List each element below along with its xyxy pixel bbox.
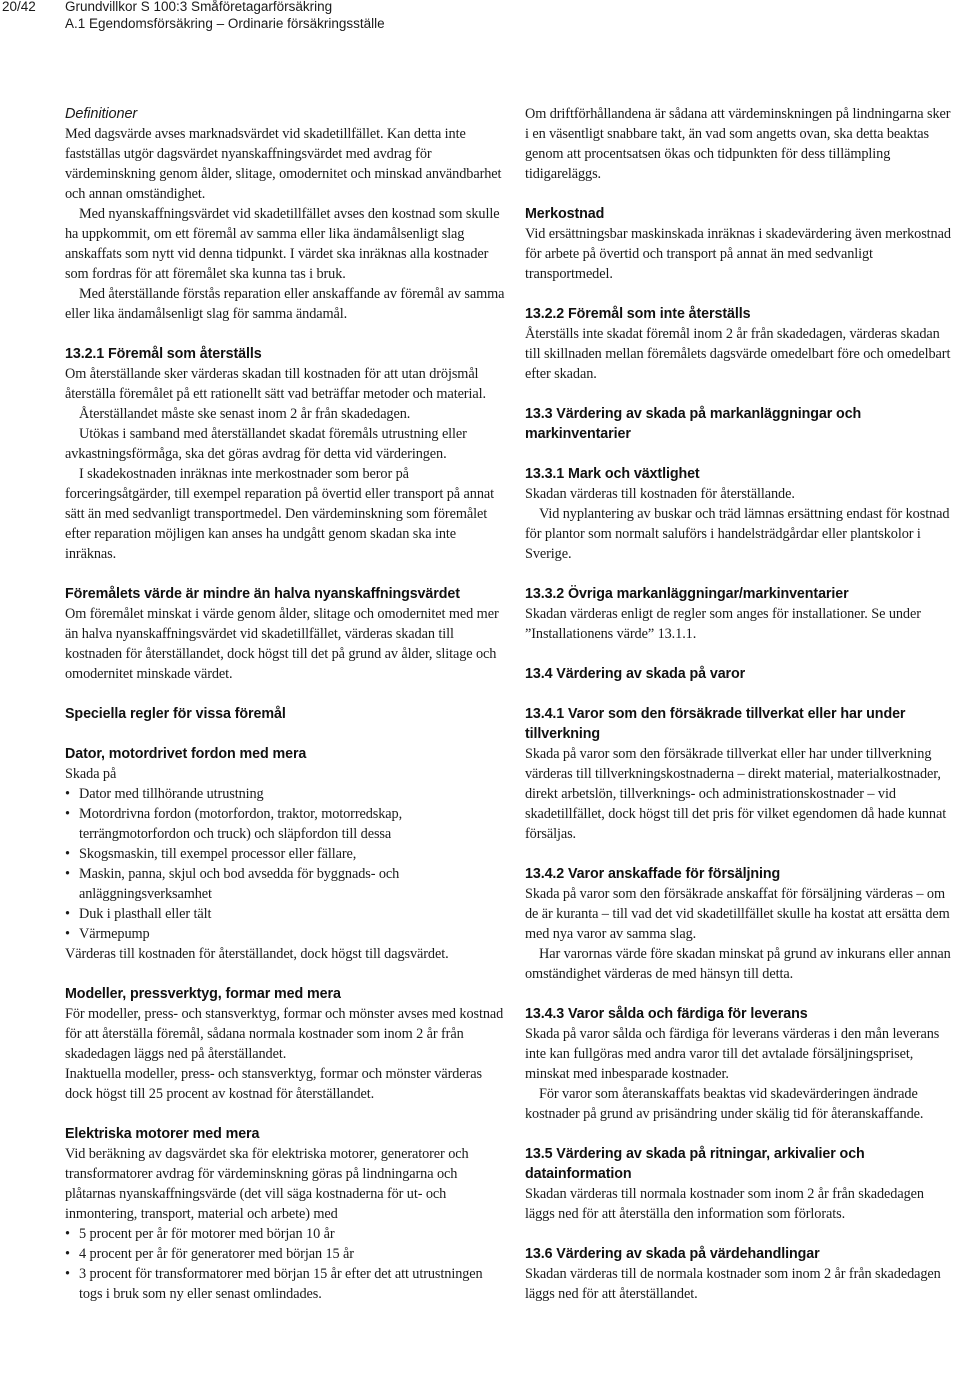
- section-heading-13-4: 13.4 Värdering av skada på varor: [525, 666, 746, 682]
- paragraph: För varor som återanskaffats beaktas vid skadevärderingen ändrade kostnader på grund av prisändring under skälig tid för återanskaffande.: [525, 1086, 924, 1122]
- section-heading-13-2-1: 13.2.1 Föremål som återställs: [65, 346, 262, 362]
- paragraph: Skadan värderas till kostnaden för återställande.: [525, 486, 795, 502]
- section-heading-13-4-3: 13.4.3 Varor sålda och färdiga för leverans: [525, 1006, 808, 1022]
- paragraph: Återställs inte skadat föremål inom 2 år från skadedagen, värderas skadan till skillnaden mellan föremålets dagsvärde omedelbart före och omedelbart efter skadan.: [525, 326, 951, 382]
- paragraph: Med nyanskaffningsvärdet vid skadetillfället avses den kostnad som skulle ha uppkommit, om ett föremål av samma eller lika ändamålsenligt slag anskaffats som nytt vid denna tidpunkt. I värdet ska inräknas alla kostnader som fordras för att föremålet ska kunna tas i bruk.: [65, 206, 500, 282]
- section-heading-13-3-2: 13.3.2 Övriga markanläggningar/markinventarier: [525, 586, 849, 602]
- list-item: • 4 procent per år för generatorer med början 15 år: [65, 1244, 505, 1264]
- page-header: [0, 0, 960, 40]
- left-column: [65, 104, 505, 1304]
- paragraph: Inaktuella modeller, press- och stansverktyg, formar och mönster värderas dock högst till 25 procent av kostnad för återställandet.: [65, 1066, 482, 1102]
- list-item: • Maskin, panna, skjul och bod avsedda för byggnads- och anläggningsverksamhet: [65, 864, 505, 904]
- paragraph: Vid nyplantering av buskar och träd lämnas ersättning endast för kostnad för plantor som normalt saluförs i handelsträdgårdar eller plantskolor i Sverige.: [525, 506, 950, 562]
- paragraph: Skada på varor som den försäkrade tillverkat eller har under tillverkning värderas till tillverkningskostnaderna – direkt material, materialkostnader, direkt arbetslön, tillverknings- och administrationskostnader – vid skadetillfället, dock högst till det pris för vilket egendomen då hade kunnat försäljas.: [525, 746, 947, 842]
- paragraph: Vid ersättningsbar maskinskada inräknas i skadevärdering även merkostnad för arbete på övertid och transport på annat än med sedvanligt transportmedel.: [525, 226, 951, 282]
- paragraph: Med dagsvärde avses marknadsvärdet vid skadetillfället. Kan detta inte fastställas utgör dagsvärdet nyanskaffningsvärdet med avdrag för värdeminskning genom ålder, slitage, omodernitet och minskad användbarhet och annan omständighet.: [65, 126, 502, 202]
- list-item: • Duk i plasthall eller tält: [65, 904, 505, 924]
- paragraph: Skadan värderas till normala kostnader som inom 2 år från skadedagen läggs ned för att återställa den information som förlorats.: [525, 1186, 924, 1222]
- subsection-heading: Elektriska motorer med mera: [65, 1126, 260, 1142]
- paragraph: Om föremålet minskat i värde genom ålder, slitage och omodernitet med mer än halva nyanskaffningsvärdet vid skadetillfället, värderas skadan till kostnaden för återställandet, dock högst till det på grund av ålder, slitage och omodernitet minskade värdet.: [65, 606, 499, 682]
- section-title: A.1 Egendomsförsäkring – Ordinarie försäkringsställe: [65, 16, 385, 31]
- paragraph: Skadan värderas till de normala kostnader som inom 2 år från skadedagen läggs ned för att återställandet.: [525, 1266, 941, 1302]
- paragraph: För modeller, press- och stansverktyg, formar och mönster avses med kostnad för att återställa föremål, sådana normala kostnader som inom 2 år från skadedagen läggs ned på återställandet.: [65, 1006, 504, 1062]
- subsection-heading: Föremålets värde är mindre än halva nyanskaffningsvärdet: [65, 586, 460, 602]
- section-heading-13-2-2: 13.2.2 Föremål som inte återställs: [525, 306, 751, 322]
- paragraph: Med återställande förstås reparation eller anskaffande av föremål av samma eller lika ändamålsenligt slag för samma ändamål.: [65, 286, 505, 322]
- paragraph: Har varornas värde före skadan minskat på grund av inkurans eller annan omständighet värderas de med hänsyn till detta.: [525, 946, 951, 982]
- section-heading-13-6: 13.6 Värdering av skada på värdehandlingar: [525, 1246, 820, 1262]
- subsection-heading: Speciella regler för vissa föremål: [65, 706, 286, 722]
- section-heading-13-4-2: 13.4.2 Varor anskaffade för försäljning: [525, 866, 781, 882]
- paragraph: Om återställande sker värderas skadan till kostnaden för att utan dröjsmål återställa föremålet på ett rationellt sätt vad beträffar metoder och material.: [65, 366, 486, 402]
- paragraph: Om driftförhållandena är sådana att värdeminskningen på lindningarna sker i en väsentligt snabbare takt, än vad som angetts ovan, ska detta beaktas genom att procentsatsen ökas och tidpunkten för dess tillämpling tidigareläggs.: [525, 106, 951, 182]
- paragraph: Skadan värderas enligt de regler som anges för installationer. Se under ”Installationens värde” 13.1.1.: [525, 606, 921, 642]
- bullet-list: [65, 1224, 505, 1304]
- subsection-heading: Dator, motordrivet fordon med mera: [65, 746, 307, 762]
- list-item: • Skogsmaskin, till exempel processor eller fällare,: [65, 844, 505, 864]
- paragraph: Skada på varor sålda och färdiga för leverans värderas i den mån leverans inte kan fullgöras med andra varor till det avtalade försäljningspriset, minskat med inbesparade kostnader.: [525, 1026, 940, 1082]
- section-heading-13-3-1: 13.3.1 Mark och växtlighet: [525, 466, 700, 482]
- list-item: • 3 procent för transformatorer med början 15 år efter det att utrustningen togs i bruk som ny eller senast omlindades.: [65, 1264, 505, 1304]
- document-title: Grundvillkor S 100:3 Småföretagarförsäkring: [65, 0, 333, 14]
- paragraph: Vid beräkning av dagsvärdet ska för elektriska motorer, generatorer och transformatorer avdrag för värdeminskning göras på lindningarna och plåtarnas nyanskaffningsvärde (det vill säga kostnaderna för ut- och inmontering, transport, material och arbete) med: [65, 1146, 469, 1222]
- paragraph: Utökas i samband med återställandet skadat föremåls utrustning eller avkastningsförmåga, ska det göras avdrag för detta vid värderingen.: [65, 426, 467, 462]
- paragraph: I skadekostnaden inräknas inte merkostnader som beror på forceringsåtgärder, till exempel reparation på övertid eller transport på annat sätt än med sedvanligt transportmedel. Den värdeminskning som föremålet efter reparation möjligen kan anses ha undgått genom skadan ska inte inräknas.: [65, 466, 494, 562]
- subsection-heading: Modeller, pressverktyg, formar med mera: [65, 986, 341, 1002]
- list-item: • Motordrivna fordon (motorfordon, traktor, motorredskap, terrängmotorfordon och truck) och släpfordon till dessa: [65, 804, 505, 844]
- subsection-heading: Merkostnad: [525, 206, 605, 222]
- list-item: • Dator med tillhörande utrustning: [65, 784, 505, 804]
- definitions-heading: Definitioner: [65, 106, 138, 122]
- page-number: 20/42: [2, 0, 36, 14]
- section-heading-13-3: 13.3 Värdering av skada på markanläggningar och markinventarier: [525, 406, 862, 442]
- list-item: • Värmepump: [65, 924, 505, 944]
- section-heading-13-4-1: 13.4.1 Varor som den försäkrade tillverkat eller har under tillverkning: [525, 706, 906, 742]
- paragraph: Återställandet måste ske senast inom 2 år från skadedagen.: [79, 406, 411, 422]
- paragraph: Värderas till kostnaden för återställandet, dock högst till dagsvärdet.: [65, 946, 449, 962]
- paragraph: Skada på varor som den försäkrade anskaffat för försäljning värderas – om de är kuranta – till vad det vid skadetillfället skulle ha kostat att ersätta dem med nya varor av samma slag.: [525, 886, 950, 942]
- right-column: [525, 104, 957, 1304]
- bullet-list: [65, 784, 505, 944]
- list-item: • 5 procent per år för motorer med början 10 år: [65, 1224, 505, 1244]
- section-heading-13-5: 13.5 Värdering av skada på ritningar, arkivalier och datainformation: [525, 1146, 865, 1182]
- paragraph: Skada på: [65, 766, 117, 782]
